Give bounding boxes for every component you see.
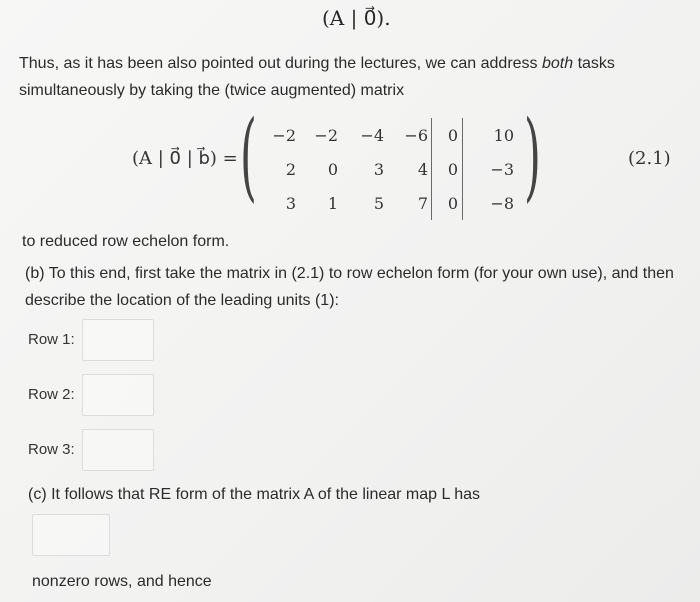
row-2-answer-box[interactable] xyxy=(82,374,154,416)
left-parenthesis: ( xyxy=(240,100,257,212)
augmentation-bar xyxy=(458,118,466,152)
matrix-cell: −8 xyxy=(490,193,514,213)
intro-text-1: Thus, as it has been also pointed out during the lectures, we can address xyxy=(19,55,542,72)
augmented-matrix xyxy=(262,118,514,220)
nonzero-rows-answer-box[interactable] xyxy=(32,514,110,556)
matrix-row xyxy=(262,118,514,152)
matrix-cell: −2 xyxy=(272,125,296,145)
equation-lhs: (A | 0⃗ | b⃗) = xyxy=(132,148,238,169)
row-2-label: Row 2: xyxy=(28,386,75,403)
part-b-text: (b) To this end, first take the matrix in (2.1) to row echelon form (for your own use), and then describe the location of the leading units (1): xyxy=(25,265,674,309)
matrix-cell: −2 xyxy=(314,125,338,145)
augmentation-bar xyxy=(458,152,466,186)
augmentation-bar xyxy=(458,186,466,220)
right-parenthesis: ) xyxy=(524,100,541,212)
matrix-spacer xyxy=(466,152,476,186)
matrix-cell: 0 xyxy=(327,159,338,179)
matrix-cell: 4 xyxy=(417,159,428,179)
row-1-label: Row 1: xyxy=(28,331,75,348)
header-formula: (A | 0⃗). xyxy=(322,6,391,30)
matrix-cell: 0 xyxy=(447,125,458,145)
matrix-cell: −3 xyxy=(490,159,514,179)
matrix-cell: −6 xyxy=(404,125,428,145)
row-1-answer-box[interactable] xyxy=(82,319,154,361)
matrix-cell: 0 xyxy=(447,193,458,213)
matrix-row xyxy=(262,186,514,220)
matrix-cell: −4 xyxy=(360,125,384,145)
nonzero-rows-text: nonzero rows, and hence xyxy=(32,573,212,590)
matrix-cell: 3 xyxy=(373,159,384,179)
intro-paragraph xyxy=(19,50,669,104)
part-c-text: (c) It follows that RE form of the matrix A of the linear map L has xyxy=(28,486,481,503)
matrix-row xyxy=(262,152,514,186)
row-3-label: Row 3: xyxy=(28,441,75,458)
rref-text: to reduced row echelon form. xyxy=(22,233,230,250)
matrix-cell: 10 xyxy=(493,125,514,145)
matrix-cell: 5 xyxy=(373,193,384,213)
matrix-cell: 3 xyxy=(285,193,296,213)
matrix-cell: 7 xyxy=(417,193,428,213)
matrix-spacer xyxy=(466,186,476,220)
intro-emphasis: both xyxy=(541,55,574,72)
row-3-answer-box[interactable] xyxy=(82,429,154,471)
matrix-cell: 0 xyxy=(447,159,458,179)
equation-number: (2.1) xyxy=(628,148,671,169)
matrix-cell: 1 xyxy=(327,193,338,213)
matrix-spacer xyxy=(466,118,476,152)
intro-text-2: tasks simultaneously by taking the (twice augmented) matrix xyxy=(19,55,615,99)
matrix-cell: 2 xyxy=(285,159,296,179)
